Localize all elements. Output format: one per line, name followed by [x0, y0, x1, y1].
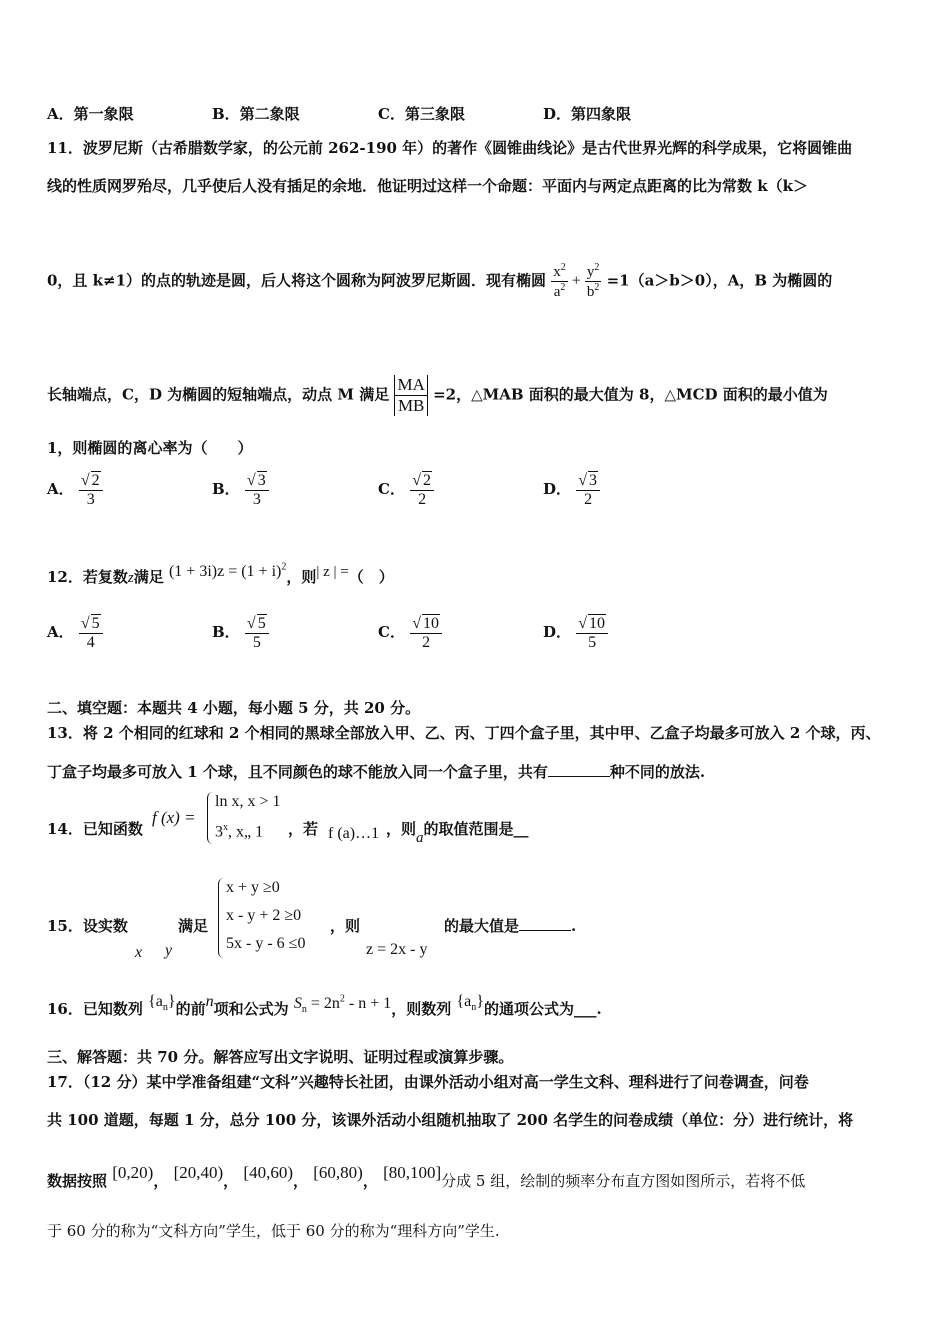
q17-line4: 于 60 分的称为“文科方向”学生，低于 60 分的称为“理科方向”学生. [47, 1222, 500, 1240]
q15-satisfy: 满足 [178, 917, 209, 935]
q13-answer-blank [548, 776, 610, 777]
frac-ma: MA [394, 375, 427, 396]
q17-line2: 共 100 道题，每题 1 分，总分 100 分，该课外活动小组随机抽取了 200 名学生的问卷成绩（单位：分）进行统计，将 [47, 1111, 854, 1129]
q14-fx: f (x) = [152, 808, 196, 827]
q11-option-b: B． $\frac{√ 3}{3}$ [212, 471, 269, 509]
q15-constraint-2: x - y + 2 ≥0 [226, 907, 302, 924]
q17-line3: 数据按照 [0,20)， [20,40)， [40,60)， [60,80)， [80,100]分成 5 组，绘制的频率分布直方图如图所示，若将不低 [47, 1163, 806, 1190]
q15-var-y: y [165, 942, 173, 959]
q11-line3b: =1（a＞b＞0），A，B 为椭圆的 [606, 271, 833, 290]
interval-1: [0,20) [112, 1163, 154, 1182]
q14-stem: 14．已知函数 [47, 820, 143, 838]
q13-line1: 13．将 2 个相同的红球和 2 个相同的黑球全部放入甲、乙、丙、丁四个盒子里，其中甲、乙盒子均最多可放入 2 个球，丙、 [47, 724, 881, 742]
q11-option-a: A． $\frac{√ 2}{3}$ [47, 471, 103, 509]
q12-stem: 12．若复数z满足 $(1 + 3i)z = (1 + i)^2$，则| z | =（ ） [47, 561, 394, 586]
q14-tail: ，若 [288, 820, 319, 838]
section-2-heading: 二、填空题：本题共 4 小题，每小题 5 分，共 20 分。 [47, 699, 421, 717]
q16-stem: 16．已知数列 $\{a_n\}$的前n项和公式为 $S_n = 2n^2 - n + 1$，则数列 $\{a_n\}$的通项公式为___. [47, 993, 602, 1018]
q15-stem: 15．设实数 [47, 917, 128, 935]
q11-line3 [47, 262, 832, 301]
q13-line2: 丁盒子均最多可放入 1 个球，且不同颜色的球不能放入同一个盒子里，共有 种不同的放法. [47, 763, 706, 781]
q11-line2: 线的性质网罗殆尽，几乎使后人没有插足的余地．他证明过这样一个命题：平面内与两定点距离的比为常数 k（k＞ [47, 177, 809, 195]
q14-condition: f (a)…1 [328, 825, 380, 842]
q12-option-b: B． $\frac{√ 5}{5}$ [212, 614, 269, 652]
q15-brace [218, 878, 225, 958]
q16-sn-formula: $S_n = 2n^2 - n + 1$ [293, 993, 392, 1016]
q12-option-d: D． $\frac{√ 10}{5}$ [543, 614, 608, 652]
frac-mb: MB [394, 396, 427, 416]
q11-option-c: C． $\frac{√ 2}{2}$ [378, 471, 434, 509]
interval-2: [20,40) [173, 1163, 224, 1182]
interval-5: [80,100] [383, 1163, 442, 1182]
q11-line5: 1，则椭圆的离心率为（ ） [47, 439, 253, 457]
q16-seq-2: $\{a_n\}$ [456, 993, 484, 1014]
q11-line4b: =2，△MAB 面积的最大值为 8，△MCD 面积的最小值为 [433, 385, 828, 404]
q14-case2: 3$^x$, x„ 1 [215, 822, 264, 841]
q15-then: ，则 [330, 917, 361, 935]
q11-line4a: 长轴端点，C，D 为椭圆的短轴端点，动点 M 满足 [47, 385, 390, 404]
q14-case1: ln x, x > 1 [215, 793, 281, 810]
q16-seq-1: $\{a_n\}$ [148, 993, 176, 1014]
ellipse-equation: $\frac{x^2}{a^2}$ + $\frac{y^2}{b^2}$ [553, 262, 600, 300]
q17-line1: 17．（12 分）某中学准备组建“文科”兴趣特长社团，由课外活动小组对高一学生文科、理科进行了问卷调查，问卷 [47, 1073, 809, 1091]
q15-answer-blank [519, 930, 571, 931]
ratio-ma-mb [394, 375, 427, 416]
q12-option-c: C． $\frac{√ 10}{2}$ [378, 614, 442, 652]
q10-option-a: A．第一象限 [47, 105, 134, 123]
q15-constraint-3: 5x - y - 6 ≤0 [226, 935, 306, 952]
interval-4: [60,80) [313, 1163, 363, 1182]
q11-line3a: 0，且 k≠1）的点的轨迹是圆，后人将这个圆称为阿波罗尼斯圆．现有椭圆 [47, 271, 547, 290]
q15-constraint-1: x + y ≥0 [226, 879, 280, 896]
q11-option-d: D． $\frac{√ 3}{2}$ [543, 471, 600, 509]
q14-brace [207, 792, 214, 844]
q15-objective: z = 2x - y [366, 941, 428, 958]
q11-line1: 11．波罗尼斯（古希腊数学家，的公元前 262-190 年）的著作《圆锥曲线论》是古代世界光辉的科学成果，它将圆锥曲 [47, 139, 853, 157]
interval-3: [40,60) [243, 1163, 293, 1182]
q15-tail: 的最大值是 . [444, 917, 577, 935]
q10-option-b: B．第二象限 [212, 105, 300, 123]
section-3-heading: 三、解答题：共 70 分。解答应写出文字说明、证明过程或演算步骤。 [47, 1048, 514, 1066]
q10-option-c: C．第三象限 [378, 105, 465, 123]
q14-tail2: ，则a的取值范围是__ [386, 820, 529, 846]
q15-var-x: x [135, 944, 143, 961]
q11-line4 [47, 375, 828, 416]
q10-option-d: D．第四象限 [543, 105, 632, 123]
q12-option-a: A． $\frac{√ 5}{4}$ [47, 614, 103, 652]
